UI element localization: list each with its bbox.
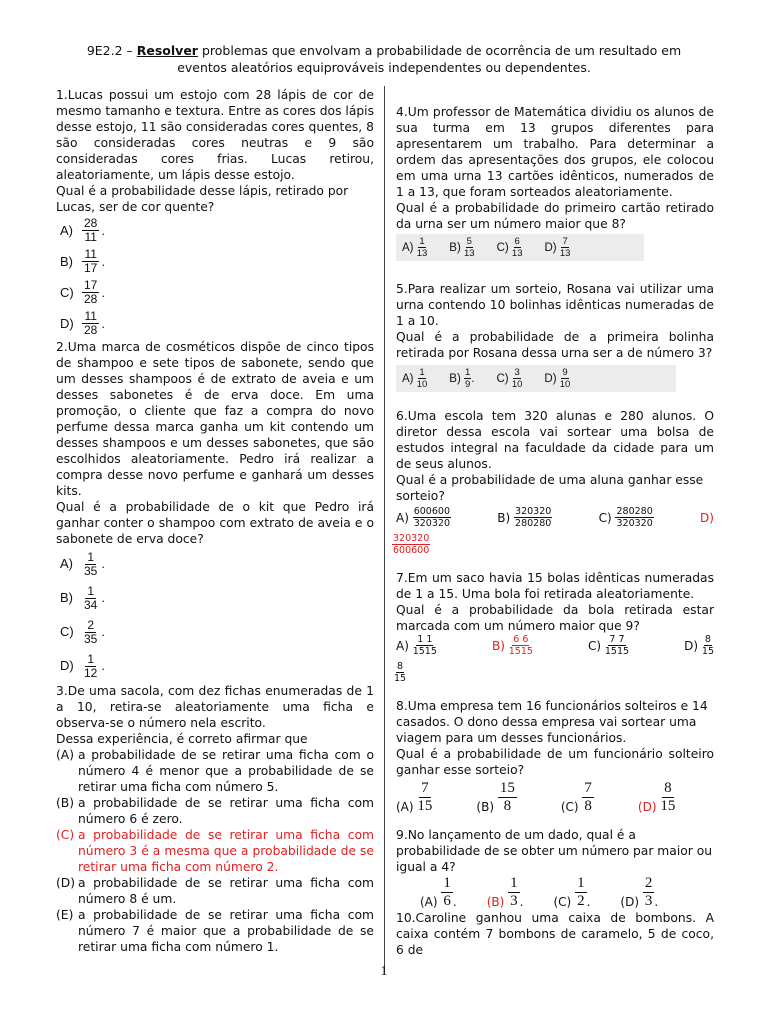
option-c: C) $\frac{17}{28}$ . [60, 278, 105, 306]
question-8-text: 8.Uma empresa tem 16 funcionários solteiros e 14 casados. O dono dessa empresa vai sortear uma viagem para um desses funcionários. [396, 699, 708, 745]
option-c: C) 6 13 [496, 236, 523, 259]
question-8 [396, 698, 714, 815]
question-4-options [396, 234, 644, 261]
question-3-options [56, 747, 374, 955]
option-d: (D) a probabilidade de se retirar uma ficha com número 8 é um. [56, 876, 374, 906]
option-d-extra: $\frac{8}{15}$ [394, 661, 407, 684]
option-c: C) 280280 320320 [598, 506, 653, 529]
option-b: B) 1 9 . [449, 367, 475, 390]
question-3-text: 3.De uma sacola, com dez fichas enumeradas de 1 a 10, retira-se aleatoriamente uma ficha e observa-se o número nela escrito. [56, 684, 374, 730]
option-d: D) $\frac{1}{12}$ . [60, 651, 105, 680]
question-2-prompt: Qual é a probabilidade de o kit que Pedro irá ganhar conter o shampoo com extrato de aveia e o sabonete de erva doce? [56, 500, 374, 546]
question-3-prompt: Dessa experiência, é correto afirmar que [56, 732, 308, 746]
option-a: (A) 1 6 . [420, 875, 457, 909]
option-c-correct: (C) a probabilidade de se retirar uma ficha com número 3 é a mesma que a probabilidade de se retirar uma ficha com número 2. [56, 828, 374, 874]
option-d-letter: D) [700, 510, 714, 525]
question-5-options [396, 365, 676, 392]
question-1-text: 1.Lucas possui um estojo com 28 lápis de cor de mesmo tamanho e textura. Entre as cores dos lápis desse estojo, 11 são consideradas cores quentes, 8 são consideradas cores neutras e 9 são consideradas cores frias. Lucas retirou, aleatoriamente, um lápis desse estojo. [56, 88, 374, 182]
right-column [393, 104, 714, 958]
option-b: B) $\frac{1}{34}$ . [60, 583, 105, 612]
question-7 [396, 570, 714, 684]
option-a: A) $\frac{28}{11}$ . [60, 216, 105, 244]
option-c: C) 7 7 1515 [588, 634, 630, 657]
option-b: (B) a probabilidade de se retirar uma ficha com número 6 é zero. [56, 796, 374, 826]
option-e: (E) a probabilidade de se retirar uma ficha com número 7 é maior que a probabilidade de se retirar uma ficha com número 1. [56, 908, 374, 954]
question-9-text: 9.No lançamento de um dado, qual é a probabilidade de se obter um número par maior ou igual a 4? [396, 828, 713, 874]
option-d: D) 8 15 [684, 634, 714, 657]
option-c: (C) 1 2 . [553, 875, 591, 909]
question-7-text: 7.Em um saco havia 15 bolas idênticas numeradas de 1 a 15. Uma bola foi retirada aleatoriamente. [396, 571, 714, 601]
question-3 [56, 683, 374, 955]
question-5-prompt: Qual é a probabilidade de a primeira bolinha retirada por Rosana dessa urna ser a de número 3? [396, 330, 714, 360]
left-column [56, 87, 374, 955]
question-7-options [396, 634, 714, 657]
question-1-options [56, 215, 374, 339]
question-10 [396, 910, 714, 958]
question-5-text: 5.Para realizar um sorteio, Rosana vai utilizar uma urna contendo 10 bolinhas idênticas numeradas de 1 a 10. [396, 282, 714, 328]
question-10-text: 10.Caroline ganhou uma caixa de bombons. A caixa contém 7 bombons de caramelo, 5 de coco, 6 de [396, 911, 714, 957]
question-5 [396, 281, 714, 392]
question-2-options [56, 547, 374, 683]
question-1 [56, 87, 374, 339]
header-line-1: 9E2.2 – Resolver problemas que envolvam a probabilidade de ocorrência de um resultado em [86, 43, 682, 58]
column-divider [384, 86, 385, 974]
option-a: A) $\frac{1}{35}$ . [60, 549, 105, 578]
question-8-options [396, 780, 714, 815]
question-6-text: 6.Uma escola tem 320 alunas e 280 alunos. O diretor dessa escola vai sortear uma bolsa de estudos integral na faculdade da cidade para um de seus alunos. [396, 409, 714, 471]
question-6 [393, 408, 714, 556]
question-9 [396, 827, 714, 910]
option-b: B) $\frac{11}{17}$ . [60, 247, 105, 275]
option-c: (C) 7 8 [560, 780, 592, 814]
option-d: D) $\frac{11}{28}$ . [60, 309, 105, 337]
skill-label: Resolver [136, 43, 198, 58]
option-d: (D) 8 15 [637, 780, 676, 814]
question-7-prompt: Qual é a probabilidade da bola retirada estar marcada com um número maior que 9? [396, 603, 714, 633]
page-number: 1 [380, 964, 388, 979]
question-4-text: 4.Um professor de Matemática dividiu os alunos de sua turma em 13 grupos diferentes para apresentarem um trabalho. Para determinar a ordem das apresentações dos grupos, ele colocou em uma urna 13 cartões idênticos, numerados de 1 a 13, que foram sorteados aleatoriamente. [396, 105, 714, 199]
option-b: B) 320320 280280 [497, 506, 552, 529]
header-line-2: eventos aleatórios equiprováveis independentes ou dependentes. [177, 60, 591, 75]
question-9-options [420, 875, 714, 910]
question-2 [56, 339, 374, 683]
option-d: D) 9 10 [544, 367, 571, 390]
option-a: A) 600600 320320 [396, 506, 450, 529]
question-2-text: 2.Uma marca de cosméticos dispõe de cinco tipos de shampoo e sete tipos de sabonete, sendo que um desses shampoos é de extrato de aveia e um desses sabonetes é de erva doce. Em uma promoção, o cliente que faz a compra do novo perfume dessa marca ganha um kit contendo um desses shampoos e um desses sabonetes, que são escolhidos aleatoriamente. Pedro irá realizar a compra desse novo perfume e ganhará um desses kits. [56, 340, 374, 498]
page-header [0, 42, 768, 76]
option-a: (A) 7 15 [396, 780, 433, 814]
option-d: D) 7 13 [544, 236, 571, 259]
question-6-prompt: Qual é a probabilidade de uma aluna ganhar esse sorteio? [396, 473, 704, 503]
question-8-prompt: Qual é a probabilidade de um funcionário solteiro ganhar esse sorteio? [396, 747, 714, 777]
option-b: (B) 15 8 [476, 780, 515, 814]
option-a: (A) a probabilidade de se retirar uma ficha com o número 4 é menor que a probabilidade de se retirar uma ficha com número 5. [56, 748, 374, 794]
question-6-options [396, 506, 714, 529]
option-a: A) 1 1 1515 [396, 634, 437, 657]
option-b-correct: (B) 1 3 . [486, 875, 524, 909]
option-b: B) 6 6 1515 [491, 634, 533, 657]
option-a: A) 1 10 [402, 367, 428, 390]
question-1-prompt: Qual é a probabilidade desse lápis, retirado por Lucas, ser de cor quente? [56, 184, 349, 214]
option-b: B) 5 13 [449, 236, 475, 259]
option-d: (D) 2 3 . [620, 875, 659, 909]
question-4 [396, 104, 714, 261]
question-4-prompt: Qual é a probabilidade do primeiro cartão retirado da urna ser um número maior que 8? [396, 201, 714, 231]
option-a: A) 1 13 [402, 236, 428, 259]
option-d-correct: $\frac{320320}{600600}$ [393, 533, 430, 556]
option-c: C) 3 10 [496, 367, 523, 390]
option-c: C) $\frac{2}{35}$ . [60, 617, 105, 646]
